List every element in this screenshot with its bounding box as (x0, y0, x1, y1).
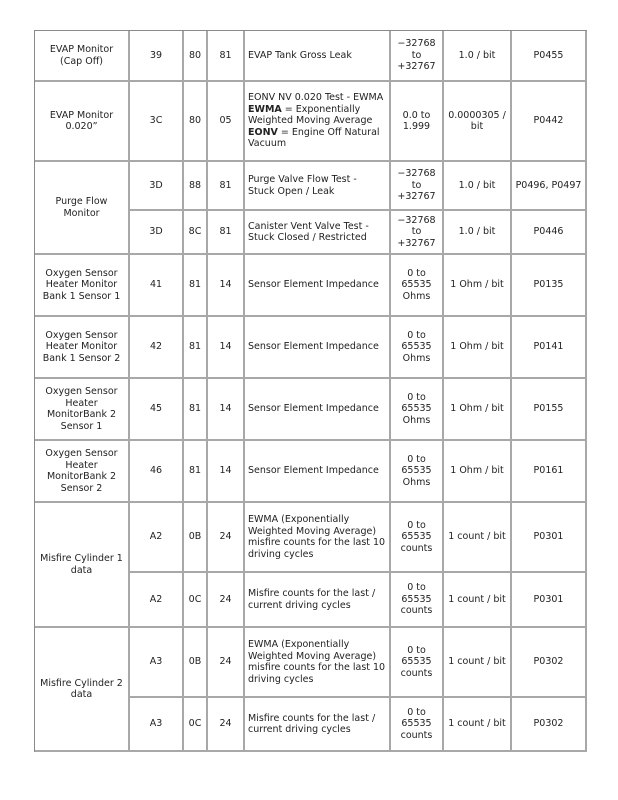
dtc-cell: P0301 (512, 503, 587, 573)
term-ewma-definition: = Exponentially Weighted Moving Average (248, 103, 373, 127)
conversion-cell: 1 count / bit (444, 628, 512, 698)
table-row (35, 503, 587, 573)
component-id-cell: 0C (184, 698, 208, 752)
monitor-name-cell: Misfire Cylinder 1 data (35, 503, 130, 628)
range-cell: 0 to 65535 Ohms (391, 255, 444, 317)
obd-monitor-table (34, 30, 587, 752)
test-id-cell: 46 (130, 441, 184, 503)
description-cell: EWMA (Exponentially Weighted Moving Average) misfire counts for the last 10 driving cycles (245, 628, 391, 698)
monitor-name-cell: Oxygen Sensor Heater Monitor Bank 1 Sensor 2 (35, 317, 130, 379)
test-id-cell: 3D (130, 211, 184, 255)
monitor-name-cell: Misfire Cylinder 2 data (35, 628, 130, 752)
dtc-cell: P0141 (512, 317, 587, 379)
range-cell: 0 to 65535 Ohms (391, 441, 444, 503)
component-id-cell: 8C (184, 211, 208, 255)
dtc-cell: P0135 (512, 255, 587, 317)
unit-scaling-cell: 24 (208, 628, 245, 698)
description-cell: Sensor Element Impedance (245, 317, 391, 379)
monitor-name-cell: Oxygen Sensor Heater Monitor Bank 1 Sensor 1 (35, 255, 130, 317)
conversion-cell: 1.0 / bit (444, 211, 512, 255)
unit-scaling-cell: 81 (208, 162, 245, 211)
dtc-cell: P0302 (512, 698, 587, 752)
description-cell: EWMA (Exponentially Weighted Moving Average) misfire counts for the last 10 driving cycles (245, 503, 391, 573)
test-id-cell: A2 (130, 503, 184, 573)
table-row (35, 379, 587, 441)
description-cell: Sensor Element Impedance (245, 255, 391, 317)
component-id-cell: 81 (184, 255, 208, 317)
component-id-cell: 80 (184, 82, 208, 162)
table-row (35, 31, 587, 82)
description-cell: EVAP Tank Gross Leak (245, 31, 391, 82)
test-id-cell: 39 (130, 31, 184, 82)
monitor-name-cell: EVAP Monitor 0.020” (35, 82, 130, 162)
table-row (35, 82, 587, 162)
test-id-cell: 41 (130, 255, 184, 317)
description-cell: Sensor Element Impedance (245, 379, 391, 441)
range-cell: 0 to 65535 Ohms (391, 317, 444, 379)
dtc-cell: P0442 (512, 82, 587, 162)
component-id-cell: 0B (184, 628, 208, 698)
conversion-cell: 1 count / bit (444, 503, 512, 573)
dtc-cell: P0161 (512, 441, 587, 503)
conversion-cell: 1 Ohm / bit (444, 441, 512, 503)
dtc-cell: P0302 (512, 628, 587, 698)
term-eonv: EONV (248, 126, 278, 138)
range-cell: 0 to 65535 counts (391, 573, 444, 628)
component-id-cell: 88 (184, 162, 208, 211)
unit-scaling-cell: 24 (208, 503, 245, 573)
range-cell: −32768 to +32767 (391, 162, 444, 211)
conversion-cell: 1 count / bit (444, 573, 512, 628)
dtc-cell: P0496, P0497 (512, 162, 587, 211)
range-cell: 0.0 to 1.999 (391, 82, 444, 162)
table-row (35, 255, 587, 317)
dtc-cell: P0446 (512, 211, 587, 255)
conversion-cell: 1 Ohm / bit (444, 379, 512, 441)
component-id-cell: 0B (184, 503, 208, 573)
description-cell: Purge Valve Flow Test - Stuck Open / Leak (245, 162, 391, 211)
description-line: EONV NV 0.020 Test - EWMA (248, 92, 384, 104)
range-cell: 0 to 65535 Ohms (391, 379, 444, 441)
test-id-cell: A2 (130, 573, 184, 628)
unit-scaling-cell: 05 (208, 82, 245, 162)
unit-scaling-cell: 24 (208, 698, 245, 752)
unit-scaling-cell: 14 (208, 441, 245, 503)
test-id-cell: 3C (130, 82, 184, 162)
test-id-cell: 45 (130, 379, 184, 441)
description-cell: Sensor Element Impedance (245, 441, 391, 503)
unit-scaling-cell: 81 (208, 31, 245, 82)
monitor-name-cell: EVAP Monitor (Cap Off) (35, 31, 130, 82)
term-ewma: EWMA (248, 103, 282, 115)
monitor-name-cell: Oxygen Sensor Heater MonitorBank 2 Sensor 2 (35, 441, 130, 503)
range-cell: 0 to 65535 counts (391, 628, 444, 698)
monitor-name-cell: Oxygen Sensor Heater MonitorBank 2 Sensor 1 (35, 379, 130, 441)
dtc-cell: P0155 (512, 379, 587, 441)
dtc-cell: P0455 (512, 31, 587, 82)
test-id-cell: A3 (130, 628, 184, 698)
test-id-cell: 3D (130, 162, 184, 211)
range-cell: 0 to 65535 counts (391, 503, 444, 573)
component-id-cell: 80 (184, 31, 208, 82)
unit-scaling-cell: 24 (208, 573, 245, 628)
unit-scaling-cell: 14 (208, 317, 245, 379)
conversion-cell: 1.0 / bit (444, 31, 512, 82)
test-id-cell: A3 (130, 698, 184, 752)
table-row (35, 162, 587, 211)
description-cell: Canister Vent Valve Test - Stuck Closed / Restricted (245, 211, 391, 255)
unit-scaling-cell: 14 (208, 255, 245, 317)
table-row (35, 628, 587, 698)
component-id-cell: 81 (184, 441, 208, 503)
component-id-cell: 81 (184, 379, 208, 441)
description-cell: Misfire counts for the last / current driving cycles (245, 698, 391, 752)
range-cell: 0 to 65535 counts (391, 698, 444, 752)
unit-scaling-cell: 14 (208, 379, 245, 441)
table-row (35, 317, 587, 379)
conversion-cell: 1.0 / bit (444, 162, 512, 211)
term-eonv-definition: = Engine Off Natural Vacuum (248, 126, 380, 150)
test-id-cell: 42 (130, 317, 184, 379)
component-id-cell: 0C (184, 573, 208, 628)
component-id-cell: 81 (184, 317, 208, 379)
dtc-cell: P0301 (512, 573, 587, 628)
range-cell: −32768 to +32767 (391, 211, 444, 255)
table-row (35, 441, 587, 503)
monitor-name-cell: Purge Flow Monitor (35, 162, 130, 255)
conversion-cell: 0.0000305 / bit (444, 82, 512, 162)
conversion-cell: 1 Ohm / bit (444, 317, 512, 379)
description-cell: Misfire counts for the last / current driving cycles (245, 573, 391, 628)
description-cell (245, 82, 391, 162)
unit-scaling-cell: 81 (208, 211, 245, 255)
conversion-cell: 1 Ohm / bit (444, 255, 512, 317)
conversion-cell: 1 count / bit (444, 698, 512, 752)
range-cell: −32768 to +32767 (391, 31, 444, 82)
